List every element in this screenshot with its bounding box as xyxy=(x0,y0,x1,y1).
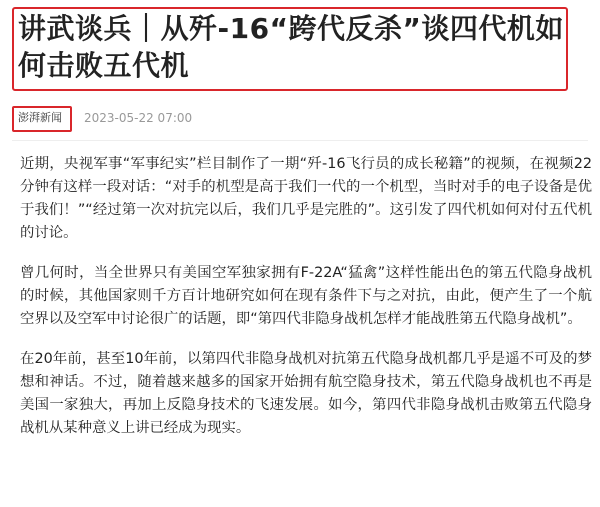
paragraph-2: 曾几何时，当全世界只有美国空军独家拥有F-22A“猛禽”这样性能出色的第五代隐身战机的时候，其他国家则千方百计地研究如何在现有条件下与之对抗，由此，便产生了一个航空界以及空军中讨论很广的话题，即“第四代非隐身战机怎样才能战胜第五代隐身战机”。 xyxy=(20,265,592,327)
divider xyxy=(12,140,588,141)
source-link[interactable]: 澎湃新闻 xyxy=(18,111,62,124)
article-meta xyxy=(12,106,572,132)
paragraph-3: 在20年前，甚至10年前，以第四代非隐身战机对抗第五代隐身战机都几乎是遥不可及的梦想和神话。不过，随着越来越多的国家开始拥有航空隐身技术，第五代隐身战机也不再是美国一家独大，再加上反隐身技术的飞速发展。如今，第四代非隐身战机击败第五代隐身战机从某种意义上讲已经成为现实。 xyxy=(20,351,592,436)
paragraph-1: 近期，央视军事“军事纪实”栏目制作了一期“歼-16飞行员的成长秘籍”的视频，在视频22分钟有这样一段对话：“对手的机型是高于我们一代的一个机型，当时对手的电子设备是优于我们！”“经过第一次对抗完以后，我们几乎是完胜的”。这引发了四代机如何对付五代机的讨论。 xyxy=(20,156,592,241)
article-title: 讲武谈兵｜从歼-16“跨代反杀”谈四代机如何击败五代机 xyxy=(18,12,564,82)
publish-date: 2023-05-22 07:00 xyxy=(84,111,193,125)
article-body xyxy=(20,153,592,440)
